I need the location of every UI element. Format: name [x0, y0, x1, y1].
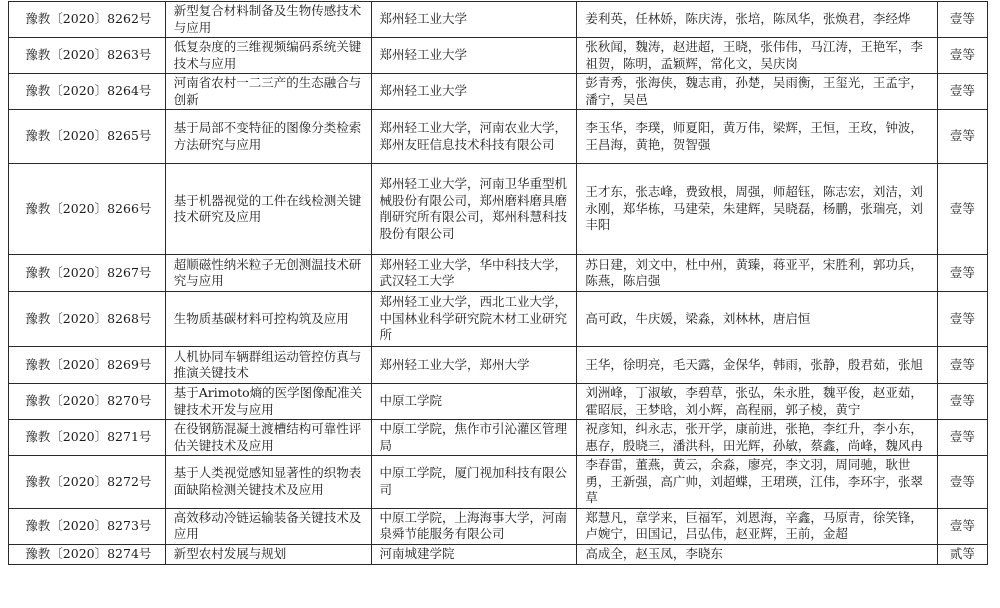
- award-code: 豫教〔2020〕8262号: [9, 2, 166, 38]
- table-row: [9, 508, 988, 544]
- project-title: 基于机器视觉的工件在线检测关键技术研究及应用: [165, 164, 371, 255]
- award-code: 豫教〔2020〕8274号: [9, 544, 166, 564]
- authors: 郑慧凡，章学来，巨福军，刘恩海，辛鑫，马原青，徐笑锋，卢婉宁，田国记，吕弘伟，赵亚辉，王前，金超: [577, 508, 937, 544]
- table-row: [9, 38, 988, 74]
- table-row: [9, 74, 988, 110]
- award-grade: 贰等: [937, 544, 987, 564]
- authors: 高可政，牛庆媛，梁淼，刘林林，唐启恒: [577, 292, 937, 347]
- award-code: 豫教〔2020〕8272号: [9, 456, 166, 509]
- organization: 郑州轻工业大学: [371, 38, 577, 74]
- award-grade: 壹等: [937, 110, 987, 164]
- project-title: 人机协同车辆群组运动管控仿真与推演关键技术: [165, 347, 371, 384]
- project-title: 在役钢筋混凝土渡槽结构可靠性评估关键技术及应用: [165, 420, 371, 456]
- authors: 刘洲峰，丁淑敏，李碧草，张弘，朱永胜，魏平俊，赵亚茹，霍昭辰，王梦晗，刘小辉，高程丽，郭子棱，黄宁: [577, 384, 937, 420]
- authors: 张秋闻，魏涛，赵进超，王晓，张伟伟，马江涛，王艳军，李祖贺，陈明，孟颖辉，常化文，吴庆岗: [577, 38, 937, 74]
- table-row: [9, 2, 988, 38]
- organization: 中原工学院，厦门视加科技有限公司: [371, 456, 577, 509]
- project-title: 生物质基碳材料可控构筑及应用: [165, 292, 371, 347]
- table-row: [9, 110, 988, 164]
- authors: 苏日建，刘文中，杜中州，黄臻，蒋亚平，宋胜利，郭功兵，陈燕，陈启强: [577, 255, 937, 292]
- award-code: 豫教〔2020〕8269号: [9, 347, 166, 384]
- table-row: [9, 255, 988, 292]
- table-row: [9, 544, 988, 564]
- authors: 祝彦知，纠永志，张开学，康前进，张艳，李红升，李小东，惠存，殷晓三，潘洪科，田光辉，孙敏，蔡鑫，尚峰，魏风冉: [577, 420, 937, 456]
- organization: 郑州轻工业大学，西北工业大学，中国林业科学研究院木材工业研究所: [371, 292, 577, 347]
- project-title: 新型农村发展与规划: [165, 544, 371, 564]
- award-grade: 壹等: [937, 38, 987, 74]
- authors: 王华，徐明亮，毛天露，金保华，韩雨，张静，殷君茹，张旭: [577, 347, 937, 384]
- award-grade: 壹等: [937, 74, 987, 110]
- authors: 李玉华，李璞，师夏阳，黄万伟，梁辉，王恒，王玫，钟波，王昌海，黄艳，贺智强: [577, 110, 937, 164]
- project-title: 基于局部不变特征的图像分类检索方法研究与应用: [165, 110, 371, 164]
- award-code: 豫教〔2020〕8267号: [9, 255, 166, 292]
- table-row: [9, 456, 988, 509]
- project-title: 高效移动冷链运输装备关键技术及应用: [165, 508, 371, 544]
- authors: 彭青秀，张海侠，魏志甫，孙楚，吴雨衡，王玺光，王孟宇，潘宁，吴邑: [577, 74, 937, 110]
- award-grade: 壹等: [937, 255, 987, 292]
- organization: 中原工学院: [371, 384, 577, 420]
- authors: 姜利英，任林娇，陈庆涛，张培，陈凤华，张焕君，李经烨: [577, 2, 937, 38]
- award-code: 豫教〔2020〕8273号: [9, 508, 166, 544]
- organization: 郑州轻工业大学: [371, 74, 577, 110]
- award-code: 豫教〔2020〕8264号: [9, 74, 166, 110]
- award-grade: 壹等: [937, 384, 987, 420]
- award-grade: 壹等: [937, 2, 987, 38]
- project-title: 基于人类视觉感知显著性的织物表面缺陷检测关键技术及应用: [165, 456, 371, 509]
- award-grade: 壹等: [937, 508, 987, 544]
- award-grade: 壹等: [937, 347, 987, 384]
- authors: 李春雷，董燕，黄云，余淼，廖亮，李文羽，周同驰，耿世勇，王新强，高广帅，刘超蝶，王珺瑛，江伟，李环宇，张翠草: [577, 456, 937, 509]
- award-grade: 壹等: [937, 292, 987, 347]
- table-row: [9, 292, 988, 347]
- organization: 郑州轻工业大学，郑州大学: [371, 347, 577, 384]
- project-title: 新型复合材料制备及生物传感技术与应用: [165, 2, 371, 38]
- award-grade: 壹等: [937, 164, 987, 255]
- organization: 郑州轻工业大学，河南卫华重型机械股份有限公司，郑州磨料磨具磨削研究所有限公司，郑州科慧科技股份有限公司: [371, 164, 577, 255]
- award-code: 豫教〔2020〕8263号: [9, 38, 166, 74]
- organization: 郑州轻工业大学，河南农业大学，郑州友旺信息技术科技有限公司: [371, 110, 577, 164]
- table-row: [9, 384, 988, 420]
- organization: 河南城建学院: [371, 544, 577, 564]
- award-code: 豫教〔2020〕8271号: [9, 420, 166, 456]
- award-grade: 壹等: [937, 420, 987, 456]
- organization: 郑州轻工业大学: [371, 2, 577, 38]
- organization: 郑州轻工业大学，华中科技大学，武汉轻工大学: [371, 255, 577, 292]
- organization: 中原工学院，上海海事大学，河南泉舜节能服务有限公司: [371, 508, 577, 544]
- award-grade: 壹等: [937, 456, 987, 509]
- project-title: 超顺磁性纳米粒子无创测温技术研究与应用: [165, 255, 371, 292]
- project-title: 基于Arimoto熵的医学图像配准关键技术开发与应用: [165, 384, 371, 420]
- project-title: 低复杂度的三维视频编码系统关键技术与应用: [165, 38, 371, 74]
- table-row: [9, 420, 988, 456]
- award-code: 豫教〔2020〕8268号: [9, 292, 166, 347]
- awards-table: [8, 1, 988, 565]
- award-code: 豫教〔2020〕8270号: [9, 384, 166, 420]
- authors: 王才东，张志峰，费致根，周强，师超钰，陈志宏，刘洁，刘永刚，郑华栋，马建荣，朱建辉，吴晓磊，杨鹏，张瑞亮，刘丰阳: [577, 164, 937, 255]
- table-row: [9, 347, 988, 384]
- award-code: 豫教〔2020〕8266号: [9, 164, 166, 255]
- table-row: [9, 164, 988, 255]
- organization: 中原工学院，焦作市引沁灌区管理局: [371, 420, 577, 456]
- authors: 高成全，赵玉凤，李晓东: [577, 544, 937, 564]
- project-title: 河南省农村一二三产的生态融合与创新: [165, 74, 371, 110]
- award-code: 豫教〔2020〕8265号: [9, 110, 166, 164]
